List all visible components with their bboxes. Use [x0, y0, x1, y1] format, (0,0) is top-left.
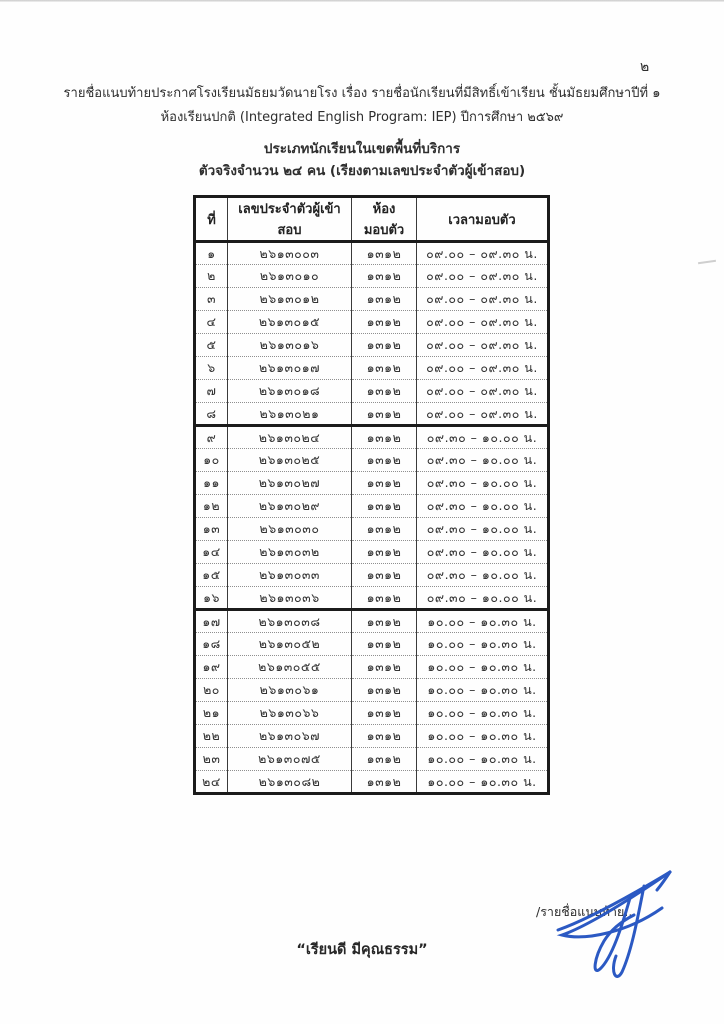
cell-room: ๑๓๑๒: [352, 426, 417, 449]
cell-time: ๑๐.๐๐ – ๑๐.๓๐ น.: [417, 748, 549, 771]
cell-time: ๐๙.๐๐ – ๐๙.๓๐ น.: [417, 288, 549, 311]
table-row: [195, 771, 549, 794]
table-row: [195, 518, 549, 541]
cell-time: ๐๙.๐๐ – ๐๙.๓๐ น.: [417, 265, 549, 288]
column-header-exam-id: เลขประจำตัวผู้เข้าสอบ: [228, 197, 352, 242]
table-row: [195, 541, 549, 564]
page-number: ๒: [640, 59, 650, 75]
table-row: [195, 242, 549, 265]
cell-room: ๑๓๑๒: [352, 633, 417, 656]
cell-time: ๐๙.๐๐ – ๐๙.๓๐ น.: [417, 357, 549, 380]
scan-edge: [0, 0, 724, 2]
cell-exam-id: ๒๖๑๓๐๐๓: [228, 242, 352, 265]
cell-row-number: ๑: [207, 245, 216, 261]
cell-room: ๑๓๑๒: [352, 610, 417, 633]
cell-row-number: ๑๙: [195, 656, 228, 679]
table-row: [195, 265, 549, 288]
cell-time: ๐๙.๓๐ – ๑๐.๐๐ น.: [417, 426, 549, 449]
table-row: [195, 495, 549, 518]
attachment-note: /รายชื่อแนบท้าย...: [536, 904, 637, 919]
cell-row-number: ๑๗: [195, 610, 228, 633]
cell-exam-id: ๒๖๑๓๐๘๒: [228, 771, 352, 794]
cell-exam-id: ๒๖๑๓๐๓๖: [228, 587, 352, 610]
table-row: [195, 426, 549, 449]
cell-room: ๑๓๑๒: [352, 495, 417, 518]
cell-row-number: ๔: [195, 311, 228, 334]
cell-row-number: ๒๔: [195, 771, 228, 794]
table-header: [195, 197, 549, 242]
cell-time: ๐๙.๓๐ – ๑๐.๐๐ น.: [417, 449, 549, 472]
cell-time: ๐๙.๓๐ – ๑๐.๐๐ น.: [417, 564, 549, 587]
cell-row-number: ๒๐: [195, 679, 228, 702]
document-title-line1: รายชื่อแนบท้ายประกาศโรงเรียนมัธยมวัดนายโรง เรื่อง รายชื่อนักเรียนที่มีสิทธิ์เข้าเรียน ชั้นมัธยมศึกษาปีที่ ๑: [63, 86, 661, 101]
cell-row-number: ๑๔: [195, 541, 228, 564]
cell-row-number: ๕: [195, 334, 228, 357]
table-row: [195, 449, 549, 472]
cell-row-number: ๒๒: [195, 725, 228, 748]
cell-row-number: ๗: [195, 380, 228, 403]
table-row: [195, 656, 549, 679]
cell-row-number: ๑๘: [195, 633, 228, 656]
cell-time: ๐๙.๓๐ – ๑๐.๐๐ น.: [417, 587, 549, 610]
table-row: [195, 748, 549, 771]
cell-exam-id: ๒๖๑๓๐๒๕: [228, 449, 352, 472]
column-header-room: ห้องมอบตัว: [352, 197, 417, 242]
student-category-subtitle: ประเภทนักเรียนในเขตพื้นที่บริการ: [263, 141, 461, 157]
scan-artifact: [698, 260, 716, 264]
cell-room: ๑๓๑๒: [352, 403, 417, 426]
cell-time: ๐๙.๐๐ – ๐๙.๓๐ น.: [417, 403, 549, 426]
cell-room: ๑๓๑๒: [352, 656, 417, 679]
table-row: [195, 679, 549, 702]
cell-exam-id: ๒๖๑๓๐๕๒: [228, 633, 352, 656]
cell-row-number: ๖: [195, 357, 228, 380]
cell-time: ๑๐.๐๐ – ๑๐.๓๐ น.: [417, 771, 549, 794]
table-row: [195, 587, 549, 610]
cell-exam-id: ๒๖๑๓๐๑๖: [228, 334, 352, 357]
table-row: [195, 403, 549, 426]
cell-time: ๐๙.๓๐ – ๑๐.๐๐ น.: [417, 541, 549, 564]
cell-time: ๑๐.๐๐ – ๑๐.๓๐ น.: [417, 725, 549, 748]
cell-exam-id: ๒๖๑๓๐๓๓: [228, 564, 352, 587]
table-row: [195, 702, 549, 725]
document-title-line2: ห้องเรียนปกติ (Integrated English Program: IEP) ปีการศึกษา ๒๕๖๙: [160, 110, 564, 125]
table-row: [195, 725, 549, 748]
cell-row-number: ๒๑: [195, 702, 228, 725]
cell-exam-id: ๒๖๑๓๐๒๗: [228, 472, 352, 495]
cell-room: ๑๓๑๒: [352, 265, 417, 288]
cell-exam-id: ๒๖๑๓๐๖๑: [228, 679, 352, 702]
table-row: [195, 357, 549, 380]
cell-exam-id: ๒๖๑๓๐๓๐: [228, 518, 352, 541]
cell-row-number: ๑๓: [195, 518, 228, 541]
student-roster-table: [193, 195, 550, 795]
cell-room: ๑๓๑๒: [352, 311, 417, 334]
cell-room: ๑๓๑๒: [352, 748, 417, 771]
cell-row-number: ๑๕: [195, 564, 228, 587]
cell-exam-id: ๒๖๑๓๐๕๕: [228, 656, 352, 679]
cell-room: ๑๓๑๒: [352, 725, 417, 748]
table-row: [195, 380, 549, 403]
cell-exam-id: ๒๖๑๓๐๒๔: [228, 426, 352, 449]
cell-time: ๑๐.๐๐ – ๑๐.๓๐ น.: [417, 679, 549, 702]
cell-row-number: ๑๐: [195, 449, 228, 472]
cell-exam-id: ๒๖๑๓๐๓๒: [228, 541, 352, 564]
student-count-subtitle: ตัวจริงจำนวน ๒๔ คน (เรียงตามเลขประจำตัวผู้เข้าสอบ): [198, 163, 526, 179]
cell-exam-id: ๒๖๑๓๐๑๗: [228, 357, 352, 380]
column-header-no: ที่: [195, 197, 228, 242]
cell-row-number: ๒: [195, 265, 228, 288]
cell-exam-id: ๒๖๑๓๐๓๘: [228, 610, 352, 633]
cell-time: ๐๙.๓๐ – ๑๐.๐๐ น.: [417, 518, 549, 541]
cell-room: ๑๓๑๒: [352, 771, 417, 794]
cell-time: ๐๙.๓๐ – ๑๐.๐๐ น.: [417, 495, 549, 518]
cell-exam-id: ๒๖๑๓๐๑๕: [228, 311, 352, 334]
cell-room: ๑๓๑๒: [352, 679, 417, 702]
column-header-time: เวลามอบตัว: [417, 197, 549, 242]
cell-time: ๐๙.๐๐ – ๐๙.๓๐ น.: [417, 380, 549, 403]
cell-exam-id: ๒๖๑๓๐๖๖: [228, 702, 352, 725]
school-motto: “เรียนดี มีคุณธรรม”: [296, 942, 428, 958]
cell-row-number: ๑๖: [195, 587, 228, 610]
cell-exam-id: ๒๖๑๓๐๑๐: [228, 265, 352, 288]
table-row: [195, 472, 549, 495]
cell-room: ๑๓๑๒: [352, 449, 417, 472]
cell-exam-id: ๒๖๑๓๐๒๙: [228, 495, 352, 518]
cell-time: ๐๙.๐๐ – ๐๙.๓๐ น.: [417, 334, 549, 357]
cell-row-number: ๓: [195, 288, 228, 311]
signature: [552, 868, 692, 993]
table-body: [195, 242, 549, 794]
cell-room: ๑๓๑๒: [352, 564, 417, 587]
table-row: [195, 610, 549, 633]
table-row: [195, 564, 549, 587]
cell-room: ๑๓๑๒: [352, 288, 417, 311]
table-row: [195, 334, 549, 357]
cell-exam-id: ๒๖๑๓๐๑๒: [228, 288, 352, 311]
cell-exam-id: ๒๖๑๓๐๗๕: [228, 748, 352, 771]
cell-time: ๑๐.๐๐ – ๑๐.๓๐ น.: [417, 656, 549, 679]
cell-room: ๑๓๑๒: [352, 380, 417, 403]
cell-time: ๑๐.๐๐ – ๑๐.๓๐ น.: [417, 633, 549, 656]
cell-row-number: ๑๑: [195, 472, 228, 495]
cell-row-number: ๑๒: [195, 495, 228, 518]
cell-row-number: ๒๓: [195, 748, 228, 771]
table-row: [195, 288, 549, 311]
cell-time: ๑๐.๐๐ – ๑๐.๓๐ น.: [417, 702, 549, 725]
cell-row-number: ๘: [195, 403, 228, 426]
table-row: [195, 633, 549, 656]
cell-room: ๑๓๑๒: [352, 334, 417, 357]
cell-time: ๐๙.๓๐ – ๑๐.๐๐ น.: [417, 472, 549, 495]
cell-room: ๑๓๑๒: [352, 518, 417, 541]
cell-room: ๑๓๑๒: [352, 242, 417, 265]
cell-exam-id: ๒๖๑๓๐๖๗: [228, 725, 352, 748]
cell-time: ๐๙.๐๐ – ๐๙.๓๐ น.: [417, 242, 549, 265]
cell-exam-id: ๒๖๑๓๐๑๘: [228, 380, 352, 403]
cell-row-number: ๙: [195, 426, 228, 449]
cell-time: ๐๙.๐๐ – ๐๙.๓๐ น.: [417, 311, 549, 334]
cell-room: ๑๓๑๒: [352, 587, 417, 610]
cell-room: ๑๓๑๒: [352, 541, 417, 564]
cell-time: ๑๐.๐๐ – ๑๐.๓๐ น.: [417, 610, 549, 633]
cell-room: ๑๓๑๒: [352, 357, 417, 380]
cell-exam-id: ๒๖๑๓๐๒๑: [228, 403, 352, 426]
cell-room: ๑๓๑๒: [352, 702, 417, 725]
cell-room: ๑๓๑๒: [352, 472, 417, 495]
table-row: [195, 311, 549, 334]
